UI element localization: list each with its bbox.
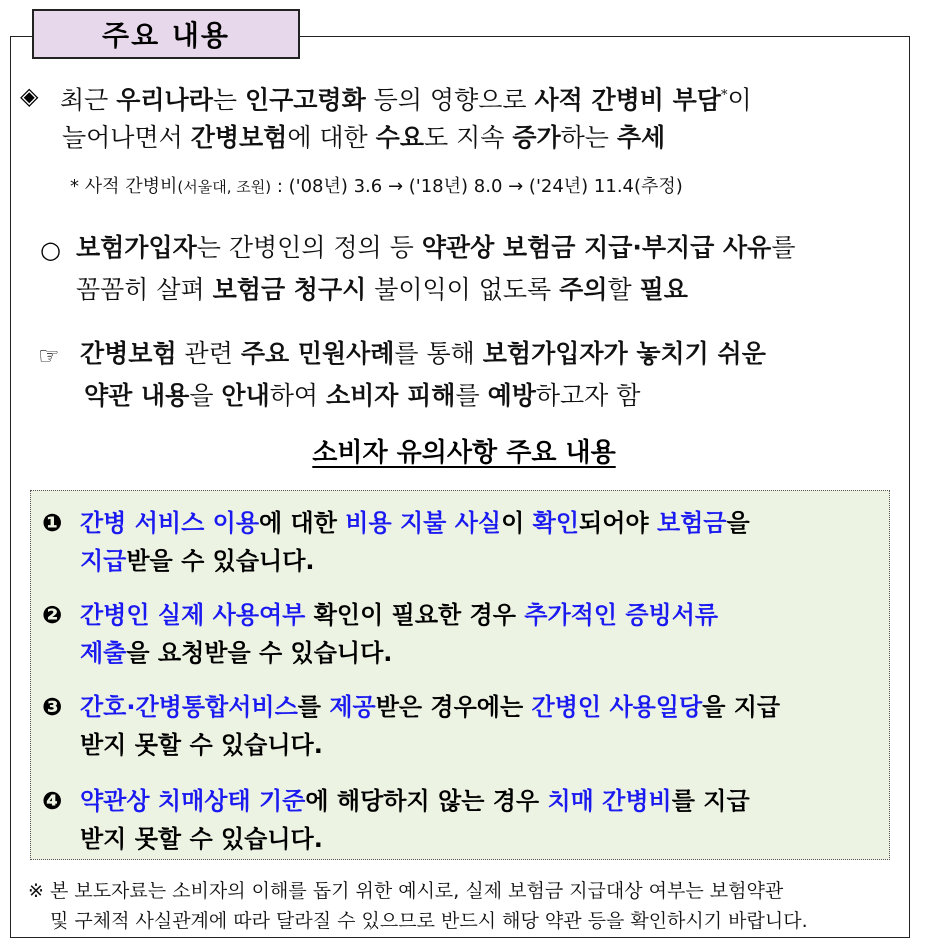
number-1-icon: ❶ <box>42 509 63 537</box>
pointing-hand-icon: ☞ <box>38 342 60 370</box>
disclaimer-line-2: 및 구체적 사실관계에 따라 달라질 수 있으므로 반드시 해당 약관 등을 확인하시기 바랍니다. <box>50 910 808 932</box>
diamond-bullet-icon: ◈ <box>20 82 39 110</box>
disclaimer-line-1: ※ 본 보도자료는 소비자의 이해를 돕기 위한 예시로, 실제 보험금 지급대상 여부는 보험약관 <box>28 880 784 902</box>
care-cost-note: * 사적 간병비(서울대, 조원) : ('08년) 3.6 → ('18년) 8.0 → ('24년) 11.4(추정) <box>70 176 683 197</box>
purpose-line-2: 약관 내용을 안내하여 소비자 피해를 예방하고자 함 <box>84 381 641 410</box>
number-2-icon: ❷ <box>42 601 63 629</box>
number-4-icon: ❹ <box>42 787 63 815</box>
notice-item-1: ❶ 간병 서비스 이용에 대한 비용 지불 사실이 확인되어야 보험금을 지급받을 수 있습니다. <box>44 504 884 580</box>
intro-line-1: 최근 우리나라는 인구고령화 등의 영향으로 사적 간병비 부담*이 <box>60 85 752 115</box>
header-title: 주요 내용 <box>102 19 230 52</box>
circle-bullet-icon: ○ <box>40 236 61 264</box>
section-header-tab <box>32 9 300 59</box>
notice-item-2: ❷ 간병인 실제 사용여부 확인이 필요한 경우 추가적인 증빙서류 제출을 요청받을 수 있습니다. <box>44 596 884 672</box>
point-line-1: 보험가입자는 간병인의 정의 등 약관상 보험금 지급·부지급 사유를 <box>76 233 796 262</box>
number-3-icon: ❸ <box>42 693 63 721</box>
disclaimer-footnote <box>28 876 908 936</box>
point-line-2: 꼼꼼히 살펴 보험금 청구시 불이익이 없도록 주의할 필요 <box>76 275 688 304</box>
intro-line-2: 늘어나면서 간병보험에 대한 수요도 지속 증가하는 추세 <box>62 123 666 152</box>
notice-item-4: ❹ 약관상 치매상태 기준에 해당하지 않는 경우 치매 간병비를 지급 받지 못할 수 있습니다. <box>44 782 884 858</box>
notice-item-3: ❸ 간호·간병통합서비스를 제공받은 경우에는 간병인 사용일당을 지급 받지 못할 수 있습니다. <box>44 688 884 764</box>
purpose-line-1: 간병보험 관련 주요 민원사례를 통해 보험가입자가 놓치기 쉬운 <box>80 339 766 368</box>
consumer-notice-title: 소비자 유의사항 주요 내용 <box>312 438 616 468</box>
